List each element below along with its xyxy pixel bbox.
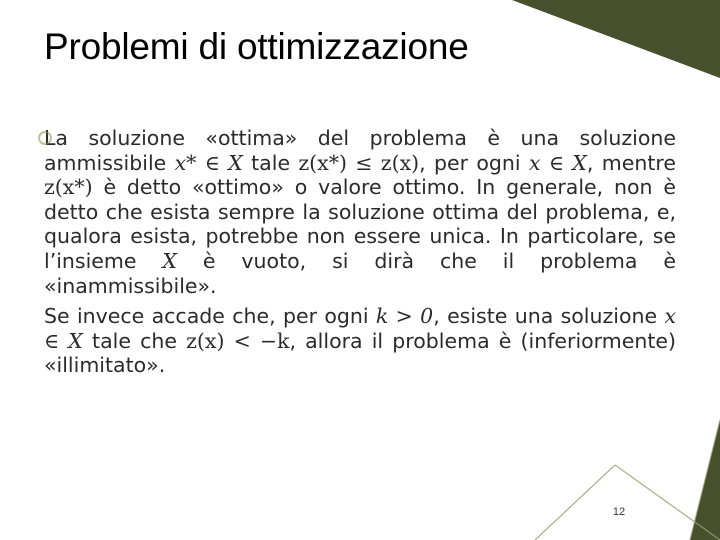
text-run: , esiste una soluzione [433,304,665,329]
math-expression: z(x*) [44,175,93,200]
text-run: è vuoto, si dirà che il problema è «inammissibile». [44,248,676,298]
slide-body [44,126,676,384]
text-run: è detto «ottimo» o valore ottimo. In generale, non è detto che esista sempre la soluzione ottima del problema, e, qualora esista, potrebbe non essere unica. In particolare, se l’insieme [44,175,676,273]
paragraph-optimal-solution [44,126,676,298]
text-run: tale [242,150,299,175]
math-expression: z(x*) ≤ z(x) [298,150,420,175]
text-run: , mentre [586,150,676,175]
bullet-icon [38,131,52,145]
text-run: Se invece accade che, per ogni [44,304,376,329]
math-expression: z(x) < −k [186,328,290,353]
math-expression: X [162,248,177,273]
math-expression: x ∈ X [528,150,587,175]
page-number: 12 [612,506,626,518]
math-expression: k > 0 [375,304,434,329]
slide-title: Problemi di ottimizzazione [44,26,469,67]
text-run: tale che [82,328,187,353]
math-expression: x* ∈ X [174,150,243,175]
text-run: , per ogni [419,150,529,175]
math-expression: x ∈ X [44,304,676,353]
paragraph-unbounded [44,304,676,378]
text-run: , allora il problema è (inferiormente) «illimitato». [44,328,676,378]
text-run: La soluzione «ottima» del problema è una soluzione ammissibile [44,126,676,175]
